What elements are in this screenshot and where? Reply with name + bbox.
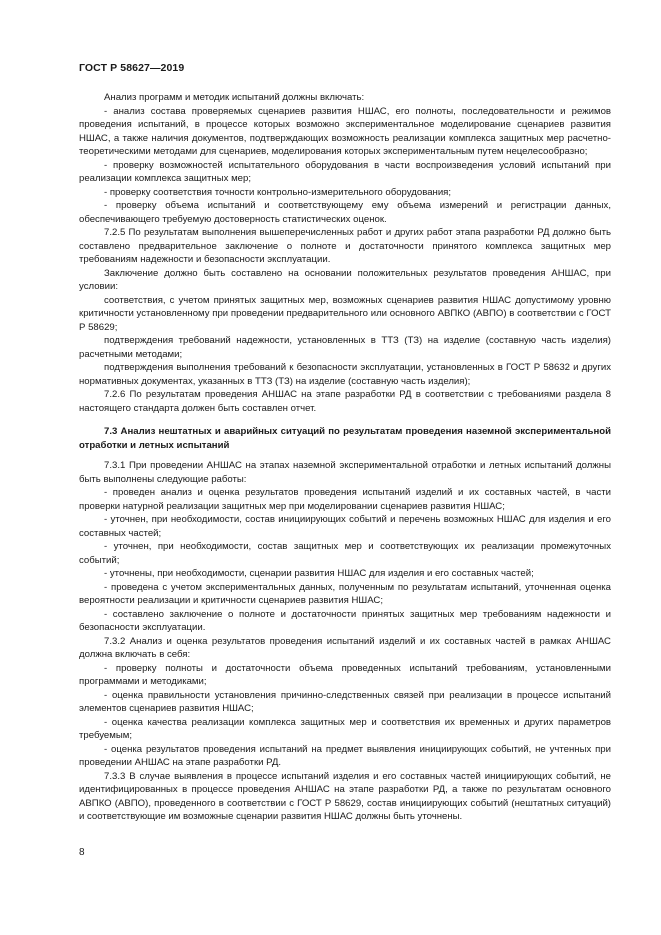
paragraph: - оценка правильности установления причинно-следственных связей при реализации в процессе испытаний элементов сценариев развития НШАС; xyxy=(79,689,611,714)
paragraph: 7.2.6 По результатам проведения АНШАС на этапе разработки РД в соответствии с требованиями раздела 8 настоящего стандарта должен быть составлен отчет. xyxy=(79,389,611,414)
paragraph: - проведен анализ и оценка результатов проведения испытаний изделий и их составных частей, в части проверки натурной реализации защитных мер при моделировании сценариев развития НШАС; xyxy=(79,487,611,512)
paragraph: - проверку объема испытаний и соответствующему ему объема измерений и регистрации данных, обеспечивающего требуемую достоверность статистических оценок. xyxy=(79,200,611,225)
paragraph: подтверждения требований надежности, установленных в ТТЗ (ТЗ) на изделие (составную часть изделия) расчетными методами; xyxy=(79,335,611,360)
page-number: 8 xyxy=(79,847,85,858)
paragraph: 7.3.2 Анализ и оценка результатов проведения испытаний изделий и их составных частей в рамках АНШАС должна включать в себя: xyxy=(79,635,611,660)
paragraph: - проведена с учетом экспериментальных данных, полученным по результатам испытаний, уточненная оценка вероятности реализации и критичности сценариев развития НШАС; xyxy=(79,581,611,606)
paragraph: соответствия, с учетом принятых защитных мер, возможных сценариев развития НШАС допустимому уровню критичности установленному при проведении предварительного или основного АВПКО (АВПО) в соответствии с ГОСТ Р 58629; xyxy=(79,294,611,333)
paragraph: - проверку возможностей испытательного оборудования в части воспроизведения условий испытаний при реализации комплекса защитных мер; xyxy=(79,159,611,184)
document-body xyxy=(79,91,611,824)
document-header: ГОСТ Р 58627—2019 xyxy=(79,62,185,74)
paragraph: 7.3.1 При проведении АНШАС на этапах наземной экспериментальной отработки и летных испытаний должны быть выполнены следующие работы: xyxy=(79,460,611,485)
paragraph: - уточнен, при необходимости, состав инициирующих событий и перечень возможных НШАС для изделия и его составных частей; xyxy=(79,514,611,539)
paragraph: подтверждения выполнения требований к безопасности эксплуатации, установленных в ГОСТ Р 58632 и других нормативных документах, указанных в ТТЗ (ТЗ) на изделие (составную часть изделия); xyxy=(79,362,611,387)
paragraph: - уточнены, при необходимости, сценарии развития НШАС для изделия и его составных частей; xyxy=(104,568,534,579)
paragraph: - оценка качества реализации комплекса защитных мер и соответствия их временных и других параметров требуемым; xyxy=(79,716,611,741)
paragraph: - проверку соответствия точности контрольно-измерительного оборудования; xyxy=(104,186,452,198)
section-heading: 7.3 Анализ нештатных и аварийных ситуаций по результатам проведения наземной экспериментальной отработки и летных испытаний xyxy=(79,426,611,451)
paragraph: - анализ состава проверяемых сценариев развития НШАС, его полноты, последовательности и режимов проведения испытаний, в процессе которых возможно экспериментальное моделирование сценариев развития НШАС, а также наличия документов, подтверждающих возможность реализации комплекса защитных мер расчетно-теоретическими методами для сценариев, моделирования которых экспериментальным путем нецелесообразно; xyxy=(79,105,611,157)
paragraph: Заключение должно быть составлено на основании положительных результатов проведения АНШАС, при условии: xyxy=(79,267,611,292)
paragraph: 7.3.3 В случае выявления в процессе испытаний изделия и его составных частей инициирующих событий, не идентифицированных в процессе проведения АНШАС на этапе разработки РД, а также по результатам основного АВПКО (АВПО), проведенного в соответствии с ГОСТ Р 58629, состав инициирующих событий (нештатных ситуаций) и соответствующие им возможные сценарии развития НШАС должны быть уточнены. xyxy=(79,770,611,822)
paragraphs-before-section xyxy=(79,91,611,415)
paragraph: - уточнен, при необходимости, состав защитных мер и соответствующих их реализации промежуточных событий; xyxy=(79,541,611,566)
paragraph: - оценка результатов проведения испытаний на предмет выявления инициирующих событий, не учтенных при проведении АНШАС на этапе разработки РД. xyxy=(79,743,611,768)
paragraph: 7.2.5 По результатам выполнения вышеперечисленных работ и других работ этапа разработки РД должно быть составлено предварительное заключение о полноте и достаточности принятого комплекса защитных мер требованиям надежности и безопасности эксплуатации. xyxy=(79,227,611,265)
paragraphs-after-section xyxy=(79,459,611,824)
paragraph: - составлено заключение о полноте и достаточности принятых защитных мер требованиям надежности и безопасности эксплуатации. xyxy=(79,608,611,633)
paragraph: - проверку полноты и достаточности объема проведенных испытаний требованиям, установленными программами и методиками; xyxy=(79,662,611,687)
paragraph: Анализ программ и методик испытаний должны включать: xyxy=(104,92,365,103)
